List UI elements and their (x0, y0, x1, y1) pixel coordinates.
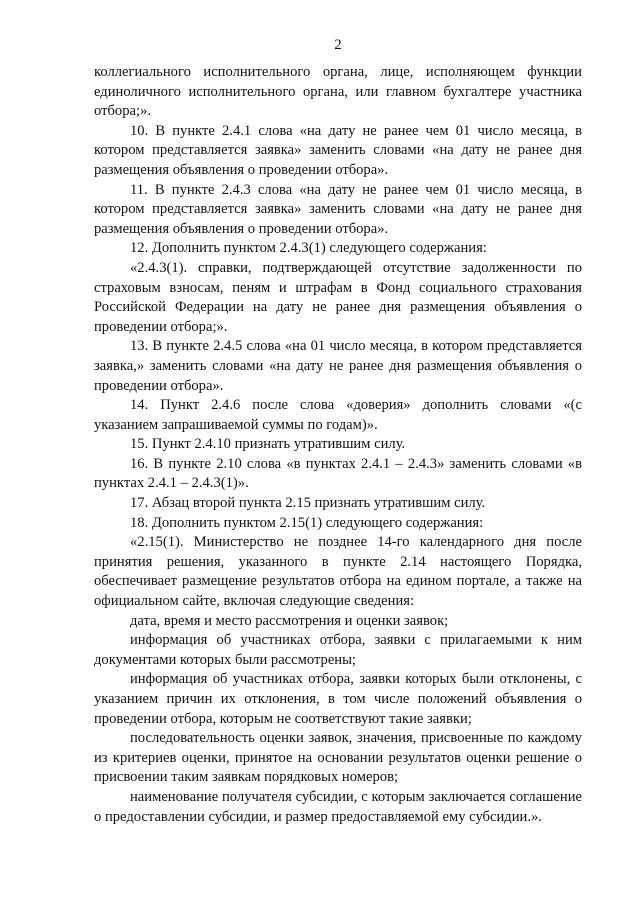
paragraph-list-considered-participants: информация об участниках отбора, заявки с прилагаемыми к ним документами которых были рассмотрены; (94, 632, 582, 668)
paragraph-list-recipient-name: наименование получателя субсидии, с которым заключается соглашение о предоставлении субсидии, и размер предоставляемой ему субсидии.». (94, 788, 582, 825)
paragraph-item-18: 18. Дополнить пунктом 2.15(1) следующего содержания: (130, 514, 484, 531)
paragraph-item-11: 11. В пункте 2.4.3 слова «на дату не ранее чем 01 число месяца, в котором представляется заявка» заменить словами «на дату не ранее дня размещения объявления о проведении отбора». (94, 181, 582, 237)
page-number: 2 (334, 37, 342, 53)
paragraph-item-13: 13. В пункте 2.4.5 слова «на 01 число месяца, в котором представляется заявка,» заменить словами «на дату не ранее дня размещения объявления о проведении отбора». (94, 338, 582, 394)
paragraph-list-evaluation-sequence: последовательность оценки заявок, значения, присвоенные по каждому из критериев оценки, принятое на основании результатов оценки решение о присвоении таким заявкам порядковых номеров; (94, 730, 582, 786)
paragraph-continuation: коллегиального исполнительного органа, лице, исполняющем функции единоличного исполнительного органа, или главном бухгалтере участника отбора;». (94, 64, 582, 120)
paragraph-clause-2-4-3-1: «2.4.3(1). справки, подтверждающей отсутствие задолженности по страховым взносам, пеням и штрафам в Фонд социального страхования Российской Федерации на дату не ранее дня размещения объявления о проведении отбора;». (94, 259, 582, 335)
paragraph-item-16: 16. В пункте 2.10 слова «в пунктах 2.4.1 – 2.4.3» заменить словами «в пунктах 2.4.1 – 2.4.3(1)». (94, 455, 582, 492)
paragraph-item-15: 15. Пункт 2.4.10 признать утратившим силу. (130, 436, 406, 453)
paragraph-item-14: 14. Пункт 2.4.6 после слова «доверия» дополнить словами «(с указанием запрашиваемой суммы по годам)». (94, 397, 582, 433)
paragraph-item-17: 17. Абзац второй пункта 2.15 признать утратившим силу. (130, 495, 486, 512)
paragraph-item-12: 12. Дополнить пунктом 2.4.3(1) следующего содержания: (130, 240, 487, 257)
paragraph-list-date-time-place: дата, время и место рассмотрения и оценки заявок; (130, 612, 449, 629)
paragraph-clause-2-15-1: «2.15(1). Министерство не позднее 14-го календарного дня после принятия решения, указанного в пункте 2.14 настоящего Порядка, обеспечивает размещение результатов отбора на едином портале, а также на официальном сайте, включая следующие сведения: (94, 534, 582, 610)
paragraph-list-rejected-participants: информация об участниках отбора, заявки которых были отклонены, с указанием причин их отклонения, в том числе положений объявления о проведении отбора, которым не соответствуют такие заявки; (94, 671, 582, 727)
paragraph-item-10: 10. В пункте 2.4.1 слова «на дату не ранее чем 01 число месяца, в котором представляется заявка» заменить словами «на дату не ранее дня размещения объявления о проведении отбора». (94, 122, 582, 178)
